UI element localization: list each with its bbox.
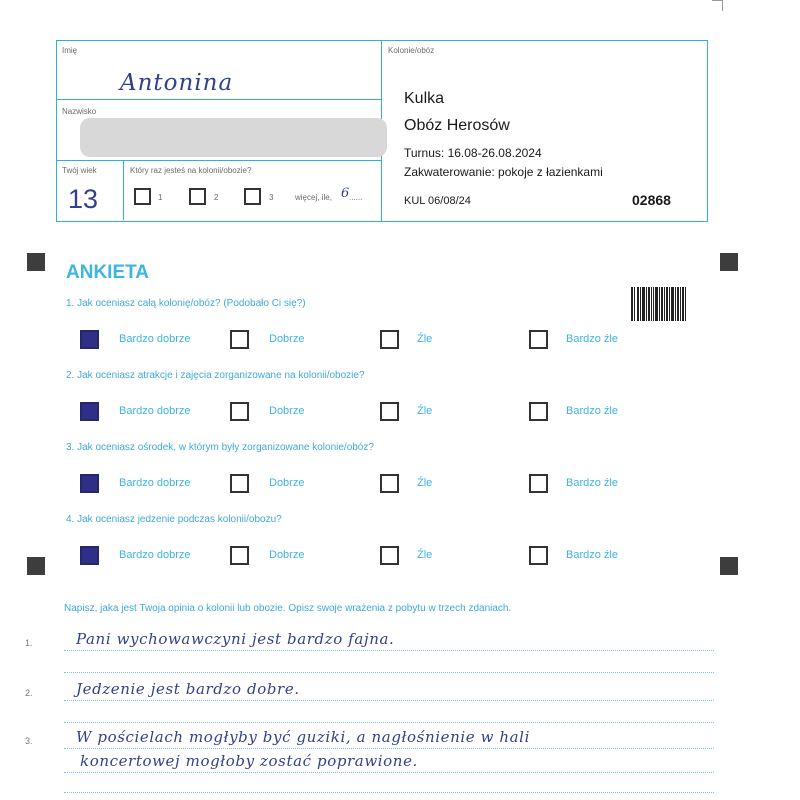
question-1-text: 1. Jak oceniasz całą kolonię/obóz? (Podobało Ci się?): [66, 298, 306, 309]
ktory-raz-option-2: 2: [214, 193, 219, 202]
wiecej-label: więcej, ile,: [295, 193, 335, 202]
ktory-raz-checkbox-1[interactable]: [134, 188, 151, 205]
registration-marker: [27, 253, 45, 271]
ktory-raz-label: Który raz jesteś na kolonii/obozie?: [130, 166, 252, 175]
camp-sub: Obóz Herosów: [404, 117, 510, 134]
ktory-raz-option-1: 1: [158, 193, 163, 202]
wiecej-value[interactable]: 6: [341, 186, 350, 201]
question-2-checkbox-4[interactable]: [529, 402, 548, 421]
question-2-option-label: Bardzo źle: [566, 405, 618, 417]
opinion-line-number: 1.: [25, 638, 33, 648]
question-2-text: 2. Jak oceniasz atrakcje i zajęcia zorganizowane na kolonii/obozie?: [66, 370, 365, 381]
question-4-checkbox-3[interactable]: [380, 546, 399, 565]
question-3-option-label: Bardzo dobrze: [119, 477, 191, 489]
opinion-dotted-line: [64, 748, 714, 749]
question-4-checkbox-4[interactable]: [529, 546, 548, 565]
opinion-line-text[interactable]: W pościelach mogłyby być guziki, a nagłośnienie w hali: [76, 728, 530, 746]
ktory-raz-option-3: 3: [269, 193, 274, 202]
registration-marker: [27, 557, 45, 575]
question-4-checkbox-2[interactable]: [230, 546, 249, 565]
ktory-raz-checkbox-3[interactable]: [244, 188, 261, 205]
question-3-checkbox-4[interactable]: [529, 474, 548, 493]
turnus: Turnus: 16.08-26.08.2024: [404, 146, 542, 160]
survey-title: ANKIETA: [66, 262, 150, 283]
question-2-option-label: Źle: [417, 405, 433, 417]
question-4-option-label: Bardzo źle: [566, 549, 618, 561]
form-divider: [123, 160, 124, 220]
zakwaterowanie: Zakwaterowanie: pokoje z łazienkami: [404, 165, 603, 179]
question-3-text: 3. Jak oceniasz ośrodek, w którym były zorganizowane kolonie/obóz?: [66, 442, 374, 453]
imie-value[interactable]: Antonina: [120, 70, 234, 96]
question-3-option-label: Źle: [417, 477, 433, 489]
question-1-option-label: Dobrze: [269, 333, 305, 345]
question-2-option-label: Bardzo dobrze: [119, 405, 191, 417]
wiek-label: Twój wiek: [62, 166, 97, 175]
opinion-line-text[interactable]: Jedzenie jest bardzo dobre.: [76, 680, 300, 698]
opinion-dotted-line: [64, 722, 714, 723]
corner-mark: [712, 0, 723, 11]
opinion-dotted-line: [64, 700, 714, 701]
wiek-value[interactable]: 13: [68, 184, 99, 214]
kolonie-label: Kolonie/obóz: [388, 46, 435, 55]
question-1-option-label: Źle: [417, 333, 433, 345]
form-divider: [56, 99, 381, 100]
question-3-option-label: Bardzo źle: [566, 477, 618, 489]
opinion-dotted-line: [64, 672, 714, 673]
question-1-option-label: Bardzo źle: [566, 333, 618, 345]
form-code: KUL 06/08/24: [404, 195, 471, 207]
opinion-line-number: 2.: [25, 688, 33, 698]
question-1-checkbox-1[interactable]: [80, 330, 99, 349]
opinion-dotted-line: [64, 650, 714, 651]
opinion-line-text[interactable]: koncertowej mogłoby zostać poprawione.: [80, 752, 418, 770]
wiecej-dots: ......: [349, 193, 363, 202]
question-4-checkbox-1[interactable]: [80, 546, 99, 565]
question-2-checkbox-2[interactable]: [230, 402, 249, 421]
barcode: [631, 287, 686, 321]
question-2-checkbox-3[interactable]: [380, 402, 399, 421]
registration-marker: [720, 253, 738, 271]
opinion-prompt: Napisz, jaka jest Twoja opinia o kolonii lub obozie. Opisz swoje wrażenia z pobytu w trzech zdaniach.: [64, 603, 512, 614]
question-1-option-label: Bardzo dobrze: [119, 333, 191, 345]
opinion-line-text[interactable]: Pani wychowawczyni jest bardzo fajna.: [76, 630, 395, 648]
form-number: 02868: [632, 192, 671, 208]
question-3-option-label: Dobrze: [269, 477, 305, 489]
form-divider: [56, 160, 381, 161]
camp-name: Kulka: [404, 90, 445, 107]
nazwisko-redacted: [80, 118, 387, 157]
question-3-checkbox-1[interactable]: [80, 474, 99, 493]
nazwisko-label: Nazwisko: [62, 107, 97, 116]
question-4-option-label: Bardzo dobrze: [119, 549, 191, 561]
question-2-option-label: Dobrze: [269, 405, 305, 417]
opinion-line-number: 3.: [25, 736, 33, 746]
question-3-checkbox-3[interactable]: [380, 474, 399, 493]
opinion-dotted-line: [64, 772, 714, 773]
opinion-dotted-line: [64, 792, 714, 793]
question-3-checkbox-2[interactable]: [230, 474, 249, 493]
question-4-option-label: Dobrze: [269, 549, 305, 561]
question-1-checkbox-4[interactable]: [529, 330, 548, 349]
imie-label: Imię: [62, 46, 78, 55]
question-1-checkbox-3[interactable]: [380, 330, 399, 349]
question-2-checkbox-1[interactable]: [80, 402, 99, 421]
registration-marker: [720, 557, 738, 575]
question-4-text: 4. Jak oceniasz jedzenie podczas kolonii/obozu?: [66, 514, 282, 525]
ktory-raz-checkbox-2[interactable]: [189, 188, 206, 205]
question-4-option-label: Źle: [417, 549, 433, 561]
question-1-checkbox-2[interactable]: [230, 330, 249, 349]
